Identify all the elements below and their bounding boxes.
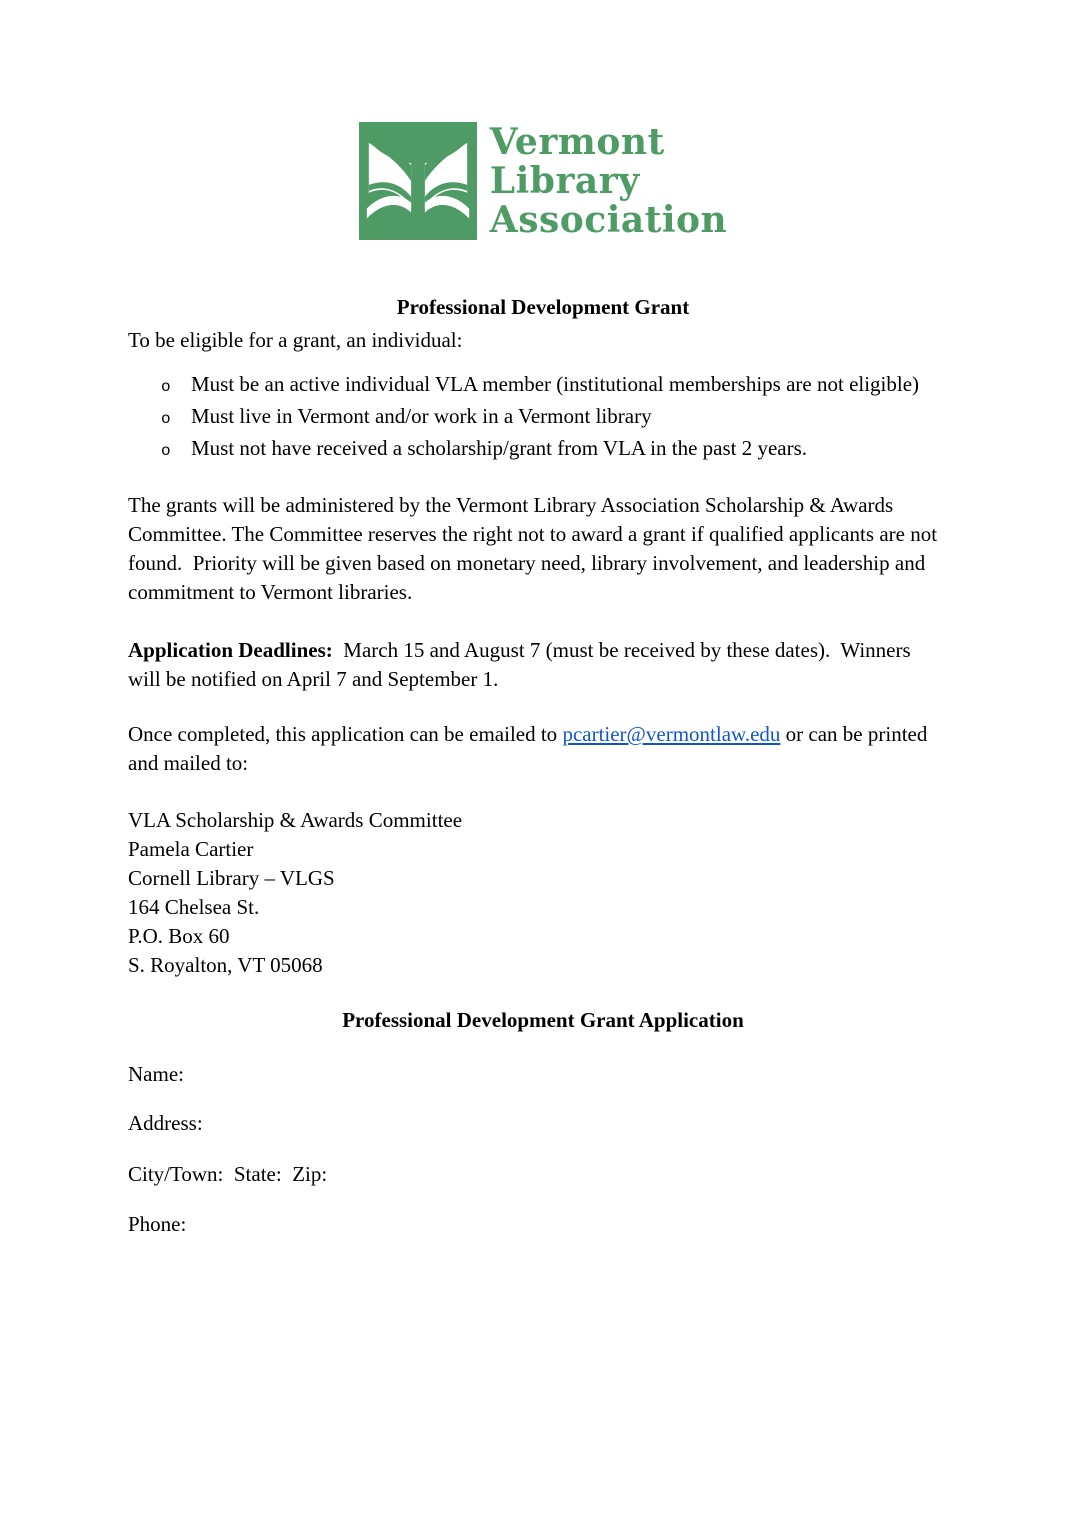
vla-logo xyxy=(128,122,958,240)
bullet-marker: o xyxy=(161,410,171,428)
eligibility-list xyxy=(128,370,958,466)
list-item xyxy=(128,402,958,434)
vla-logo-icon xyxy=(359,122,477,240)
name-field-label: Name: xyxy=(128,1062,184,1086)
submission-text-post: or can be printed xyxy=(780,722,928,746)
submission-text-pre: Once completed, this application can be emailed to xyxy=(128,722,563,746)
city-state-zip-field-label: City/Town: State: Zip: xyxy=(128,1162,328,1186)
logo-word-vermont: Vermont xyxy=(489,120,665,163)
logo-word-library: Library xyxy=(489,159,640,202)
submission-paragraph xyxy=(128,720,958,778)
list-item xyxy=(128,370,958,402)
vla-logo-wordmark xyxy=(489,120,728,241)
paragraph-line: will be notified on April 7 and September 1. xyxy=(128,667,499,691)
address-line: Pamela Cartier xyxy=(128,837,254,861)
email-link[interactable]: pcartier@vermontlaw.edu xyxy=(562,722,781,746)
grant-title: Professional Development Grant xyxy=(396,295,690,319)
bullet-marker: o xyxy=(161,378,171,396)
list-item-text: Must not have received a scholarship/grant from VLA in the past 2 years. xyxy=(191,436,808,460)
list-item-text: Must be an active individual VLA member (institutional memberships are not eligible) xyxy=(191,372,920,396)
logo-word-association: Association xyxy=(489,198,728,241)
paragraph-line: found. Priority will be given based on monetary need, library involvement, and leadership and xyxy=(128,551,926,575)
bullet-marker: o xyxy=(161,442,171,460)
paragraph-line: The grants will be administered by the Vermont Library Association Scholarship & Awards xyxy=(128,493,894,517)
deadlines-text: March 15 and August 7 (must be received by these dates). Winners xyxy=(332,638,911,662)
address-line: S. Royalton, VT 05068 xyxy=(128,953,323,977)
paragraph-line: Committee. The Committee reserves the right not to award a grant if qualified applicants are not xyxy=(128,522,938,546)
application-section-title: Professional Development Grant Application xyxy=(342,1008,744,1032)
address-line: 164 Chelsea St. xyxy=(128,895,260,919)
address-line: P.O. Box 60 xyxy=(128,924,230,948)
address-line: VLA Scholarship & Awards Committee xyxy=(128,808,463,832)
paragraph-line: and mailed to: xyxy=(128,751,249,775)
paragraph-line xyxy=(128,720,958,749)
deadlines-label: Application Deadlines: xyxy=(128,638,333,662)
list-item xyxy=(128,434,958,466)
address-field-label: Address: xyxy=(128,1111,203,1135)
list-item-text: Must live in Vermont and/or work in a Vermont library xyxy=(191,404,652,428)
address-line: Cornell Library – VLGS xyxy=(128,866,335,890)
mailing-address xyxy=(128,806,958,980)
deadlines-paragraph xyxy=(128,636,958,694)
administration-paragraph xyxy=(128,491,958,607)
paragraph-line xyxy=(128,636,958,665)
eligibility-intro: To be eligible for a grant, an individual: xyxy=(128,328,463,352)
paragraph-line: commitment to Vermont libraries. xyxy=(128,580,413,604)
grant-document-page xyxy=(0,122,1088,1239)
phone-field-label: Phone: xyxy=(128,1212,187,1236)
